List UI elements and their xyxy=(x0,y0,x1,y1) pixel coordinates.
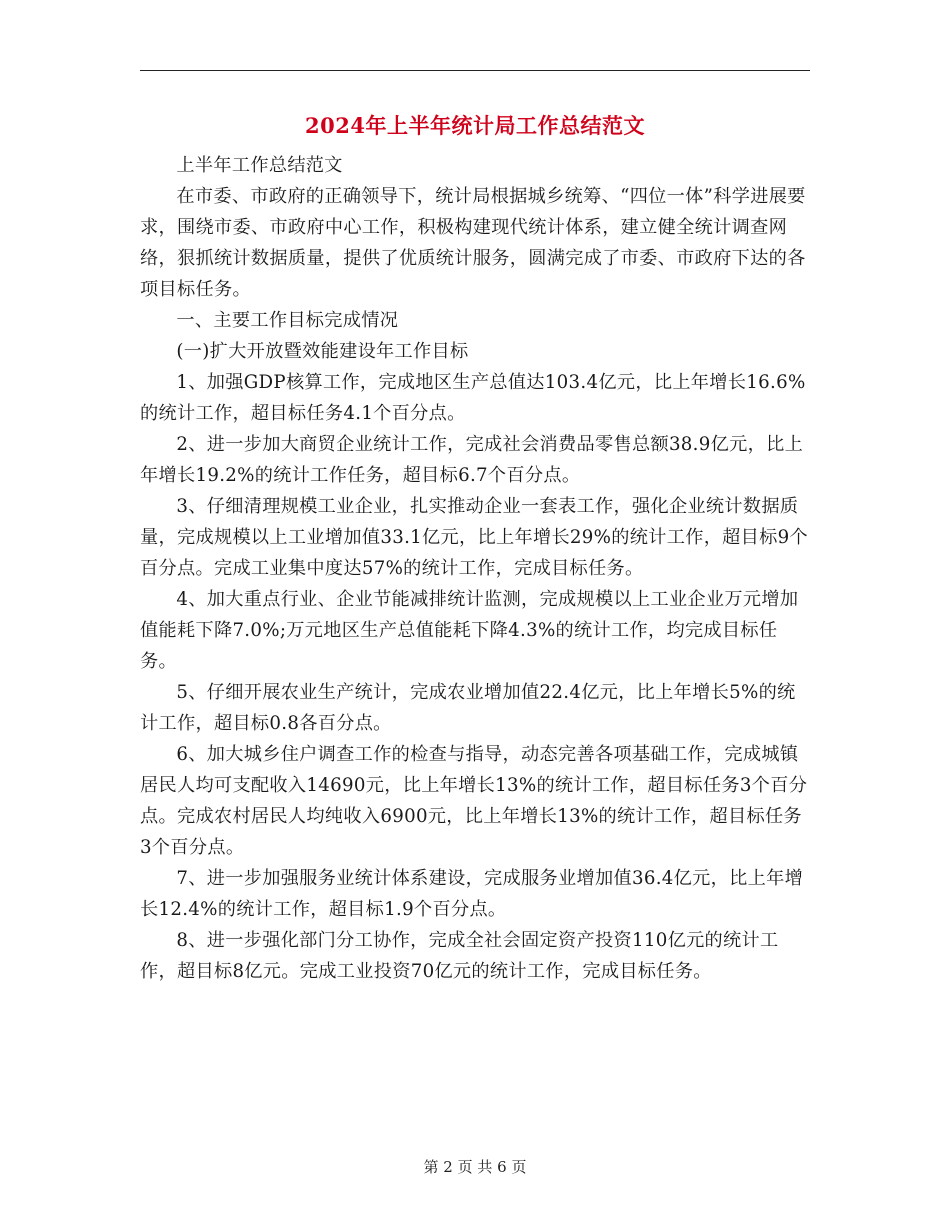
paragraph-subtitle: 上半年工作总结范文 xyxy=(176,155,343,176)
paragraph-item-1: 1、加强GDP核算工作，完成地区生产总值达103.4亿元，比上年增长16.6%的统计工作，超目标任务4.1个百分点。 xyxy=(140,372,806,424)
subsection-heading: (一)扩大开放暨效能建设年工作目标 xyxy=(176,341,469,362)
paragraph-item-7: 7、进一步加强服务业统计体系建设，完成服务业增加值36.4亿元，比上年增长12.4%的统计工作，超目标1.9个百分点。 xyxy=(140,868,804,920)
paragraph-item-6: 6、加大城乡住户调查工作的检查与指导，动态完善各项基础工作，完成城镇居民人均可支配收入14690元，比上年增长13%的统计工作，超目标任务3个百分点。完成农村居民人均纯收入6900元，比上年增长13%的统计工作，超目标任务3个百分点。 xyxy=(140,744,808,858)
page-number: 第 2 页 共 6 页 xyxy=(423,1158,527,1176)
paragraph-intro: 在市委、市政府的正确领导下，统计局根据城乡统筹、“四位一体”科学进展要求，围绕市委、市政府中心工作，积极构建现代统计体系，建立健全统计调查网络，狠抓统计数据质量，提供了优质统计服务，圆满完成了市委、市政府下达的各项目标任务。 xyxy=(140,186,806,300)
document-title: 2024年上半年统计局工作总结范文 xyxy=(305,113,645,138)
header-rule xyxy=(140,70,810,71)
document-body xyxy=(140,150,810,987)
paragraph-item-4: 4、加大重点行业、企业节能减排统计监测，完成规模以上工业企业万元增加值能耗下降7.0%;万元地区生产总值能耗下降4.3%的统计工作，均完成目标任务。 xyxy=(140,589,799,672)
paragraph-item-2: 2、进一步加大商贸企业统计工作，完成社会消费品零售总额38.9亿元，比上年增长19.2%的统计工作任务，超目标6.7个百分点。 xyxy=(140,434,804,486)
section-heading: 一、主要工作目标完成情况 xyxy=(176,310,399,331)
paragraph-item-8: 8、进一步强化部门分工协作，完成全社会固定资产投资110亿元的统计工作，超目标8亿元。完成工业投资70亿元的统计工作，完成目标任务。 xyxy=(140,930,779,982)
paragraph-item-5: 5、仔细开展农业生产统计，完成农业增加值22.4亿元，比上年增长5%的统计工作，超目标0.8各百分点。 xyxy=(140,682,796,734)
paragraph-item-3: 3、仔细清理规模工业企业，扎实推动企业一套表工作，强化企业统计数据质量，完成规模以上工业增加值33.1亿元，比上年增长29%的统计工作，超目标9个百分点。完成工业集中度达57%的统计工作，完成目标任务。 xyxy=(140,496,809,579)
